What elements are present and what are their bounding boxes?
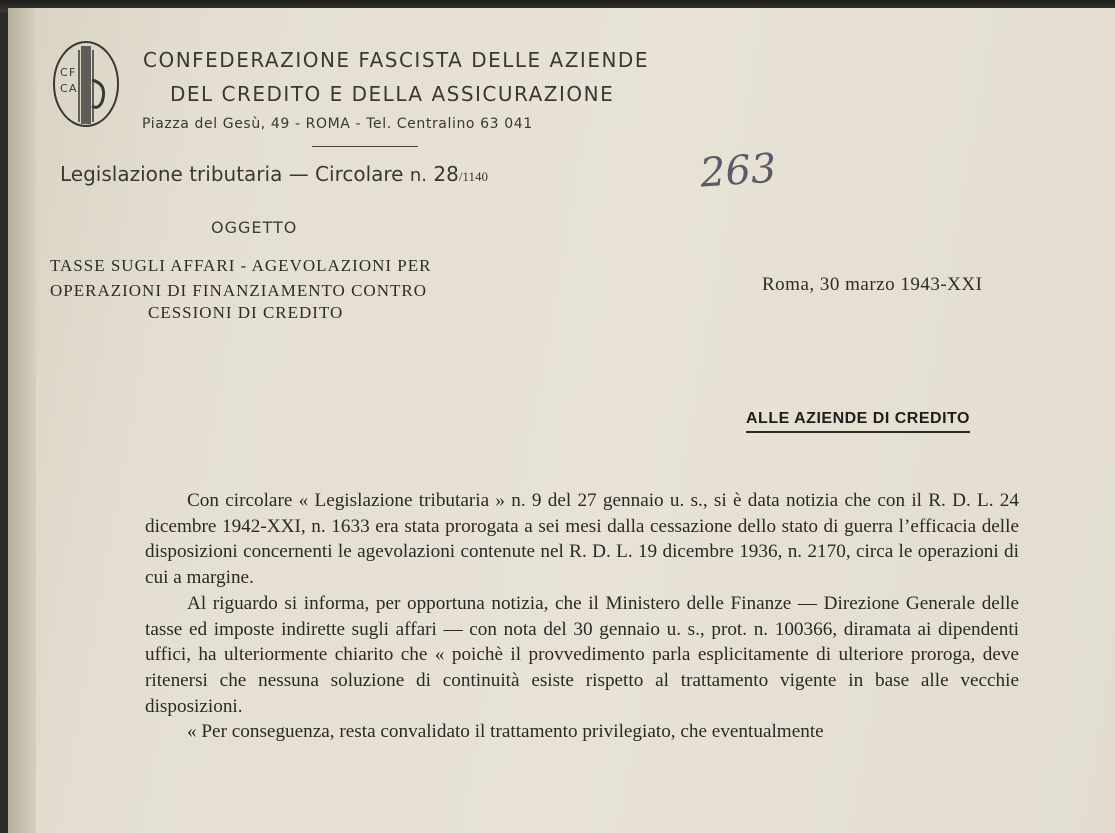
subject-line-1: TASSE SUGLI AFFARI - AGEVOLAZIONI PER (50, 256, 432, 275)
subject-line-2: OPERAZIONI DI FINANZIAMENTO CONTRO (50, 281, 427, 300)
org-name-line-1: CONFEDERAZIONE FASCISTA DELLE AZIENDE (143, 48, 649, 72)
addressee: ALLE AZIENDE DI CREDITO (746, 410, 970, 433)
svg-text:C: C (60, 66, 68, 79)
header-divider (312, 146, 418, 147)
circular-number-prefix: n. (409, 165, 427, 186)
document-date: Roma, 30 marzo 1943-XXI (762, 274, 983, 295)
svg-text:F: F (69, 66, 76, 79)
body-paragraph-3: « Per conseguenza, resta convalidato il trattamento privilegiato, che eventualmente (187, 721, 824, 743)
org-address: Piazza del Gesù, 49 - ROMA - Tel. Centralino 63 041 (142, 116, 533, 132)
svg-text:C: C (60, 82, 68, 95)
letter-body (145, 488, 1019, 745)
body-paragraph-2: Al riguardo si informa, per opportuna notizia, che il Ministero delle Finanze — Direzione Generale delle tasse ed imposte indirette sugli affari — con nota del 30 gennaio u. s., prot. n. 100366, diramata ai dipendenti uffici, ha ulteriormente chiarito che « poichè il provvedimento parla esplicitamente di ulteriore proroga, deve ritenersi che nessuna soluzione di continuità esiste rispetto al trattamento vigente in base alle vecchie disposizioni. (145, 592, 1019, 717)
org-name-line-2: DEL CREDITO E DELLA ASSICURAZIONE (170, 82, 615, 106)
circular-number: 28 (433, 162, 459, 186)
circular-heading (60, 162, 488, 186)
subject-heading: OGGETTO (211, 218, 298, 237)
handwritten-number: 263 (698, 145, 778, 197)
svg-text:A: A (69, 82, 77, 95)
circular-label: Legislazione tributaria — Circolare (60, 162, 404, 186)
circular-sub-number: /1140 (458, 169, 488, 184)
confederation-logo-icon (52, 40, 120, 128)
subject-line-3: CESSIONI DI CREDITO (148, 303, 344, 322)
body-paragraph-1: Con circolare « Legislazione tributaria » n. 9 del 27 gennaio u. s., si è data notizia che con il R. D. L. 24 dicembre 1942-XXI, n. 1633 era stata prorogata a sei mesi dalla cessazione dello stato di guerra l’efficacia delle disposizioni concernenti le agevolazioni contenute nel R. D. L. 19 dicembre 1936, n. 2170, circa le operazioni di cui a margine. (145, 490, 1019, 589)
